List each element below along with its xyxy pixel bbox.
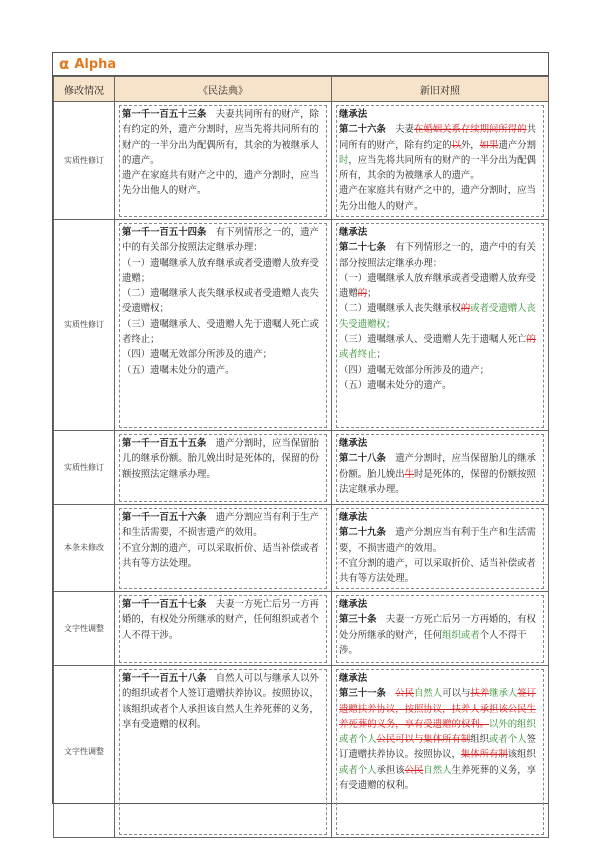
old-article-paragraph [339,612,541,658]
kept-text: （三）遗嘱继承人、受遗赠人先于遗嘱人死亡 [339,334,527,346]
change-type-cell: 文字性调整 [54,666,115,838]
article-item: （二）遗嘱继承人丧失继承权或者受遗赠人丧失受遗赠权； [122,288,319,315]
old-article-number: 第三十一条 [339,688,386,700]
table-row [54,220,549,431]
old-article-paragraph-2: 不宜分割的遗产，可以采取折价、适当补偿或者共有等方法处理。 [339,557,536,585]
comparison-content [336,223,544,428]
change-type-cell: 文字性调整 [54,592,115,666]
old-article-paragraph-2: 遗产在家庭共有财产之中的，遗产分割时，应当先分出他人的财产。 [339,185,536,212]
kept-text: ，应当先将共同所有的财产的一半分出为配偶所有，其余的为被继承人的遗产。 [339,154,536,182]
deleted-text: 的 [526,334,536,346]
kept-text: 该组织 [507,749,536,761]
alpha-logo-icon: α [59,55,70,73]
added-text: 自然人 [414,688,443,700]
added-text: 或者受遗赠人丧失受遗赠权； [339,303,536,330]
added-text: 组织或者 [442,629,480,641]
kept-text: 时是死体的，保留的份额按照法定继承办理。 [339,468,536,495]
old-article-text: 有下列情形之一的，遗产中的有关部分按照法定继承办理： [339,242,536,269]
civil-code-cell [115,666,332,838]
kept-text: 签订遗赠扶养协议。按照协议， [339,734,536,761]
civil-code-content [119,595,327,663]
deleted-text: 签订遗赠扶养协议，按照协议，扶养人承担该公民生养死葬的义务，享有受遗赠的权利。 [339,688,536,730]
civil-code-content [119,508,327,589]
kept-text: 个人不得干涉。 [339,629,527,656]
civil-code-content [119,434,327,502]
article-number: 第一千一百五十三条 [122,109,207,120]
added-text: 以外的组织或者个人 [339,718,536,746]
article-paragraph-2: 不宜分割的遗产，可以采取折价、适当补偿或者共有等方法处理。 [122,542,319,569]
article-number: 第一千一百五十四条 [122,227,207,238]
comparison-content [336,105,544,217]
comparison-cell [332,666,549,838]
added-text: 或者个人 [339,764,377,776]
civil-code-paragraph [122,436,324,482]
old-article-item [339,378,541,393]
old-article-paragraph [339,122,541,183]
kept-text: 遗产分割 [498,139,536,151]
comparison-content [336,434,544,502]
comparison-table [53,76,549,838]
civil-code-paragraph [122,225,324,256]
header-comparison: 新旧对照 [332,77,549,102]
deleted-text: 以 [451,139,461,151]
old-law-title: 继承法 [339,227,368,238]
kept-text: 遗产分割应当有利于生产和生活需要，不损害遗产的效用。 [339,527,536,554]
civil-code-paragraph [122,510,324,541]
civil-code-cell [115,505,332,592]
old-article-item [339,363,541,378]
civil-code-paragraph [122,671,324,732]
change-type-cell: 实质性修订 [54,220,115,431]
kept-text: 夫妻一方死亡后另一方再婚的，有权处分所继承的财产，任何 [339,614,536,641]
deleted-text: 生 [404,468,415,480]
comparison-content [336,669,544,835]
old-article-number: 第二十八条 [339,453,386,465]
article-text: 夫妻共同所有的财产，除有约定的外，遗产分割时，应当先将共同所有的财产的一半分出为配偶所有，其余的为被继承人的遗产。 [122,109,319,166]
article-text: 有下列情形之一的，遗产中的有关部分按照法定继承办理： [122,227,319,254]
kept-text: 承担该 [376,764,405,776]
civil-code-content [119,105,327,217]
kept-text: 可以与 [442,688,471,700]
table-row [54,592,549,666]
deleted-text: 的 [460,303,471,315]
article-text: 遗产分割时，应当保留胎儿的继承份额。胎儿娩出时是死体的，保留的份额按照法定继承办理。 [122,438,319,480]
civil-code-cell [115,102,332,220]
added-text: 继承人 [489,688,518,700]
kept-text: 共同所有的财产，除有约定的 [339,124,536,151]
added-text: 或者终止 [339,349,377,361]
deleted-text: 公民 [404,764,424,776]
comparison-cell [332,505,549,592]
old-article-number: 第二十七条 [339,242,386,254]
civil-code-cell [115,592,332,666]
article-number: 第一千一百五十八条 [122,673,207,684]
comparison-document [52,52,549,804]
article-number: 第一千一百五十六条 [122,512,207,523]
article-text: 遗产分割应当有利于生产和生活需要，不损害遗产的效用。 [122,512,319,539]
old-law-title: 继承法 [339,512,368,523]
kept-text: ； [367,288,377,300]
old-article-number: 第二十九条 [339,527,386,539]
old-law-title: 继承法 [339,109,368,120]
kept-text: 外， [460,139,480,151]
comparison-cell [332,102,549,220]
old-article-paragraph [339,525,541,556]
added-text: 时 [339,154,349,166]
old-article-number: 第三十条 [339,614,377,626]
article-number: 第一千一百五十五条 [122,438,207,449]
header-change-type: 修改情况 [54,77,115,102]
change-type-cell: 本条未修改 [54,505,115,592]
old-article-item [339,301,541,332]
table-row [54,666,549,838]
old-article-paragraph [339,240,541,271]
kept-text: 组织 [470,734,490,746]
comparison-content [336,508,544,589]
kept-text: 生养死葬的义务，享有受遗赠的权利。 [339,764,536,792]
comparison-cell [332,431,549,505]
kept-text: （二）遗嘱继承人丧失继承权 [339,303,461,315]
civil-code-content [119,669,327,835]
old-article-item [339,271,541,302]
deleted-text: 如果 [479,139,499,151]
civil-code-cell [115,431,332,505]
civil-code-paragraph [122,107,324,168]
deleted-text: 的 [357,288,368,300]
deleted-text: 扶养 [470,688,490,700]
old-article-paragraph [339,451,541,497]
change-type-cell: 实质性修订 [54,102,115,220]
header-civil-code: 《民法典》 [115,77,332,102]
civil-code-paragraph [122,597,324,643]
article-item: （五）遗嘱未处分的遗产。 [122,364,235,376]
article-paragraph-2: 遗产在家庭共有财产之中的，遗产分割时，应当先分出他人的财产。 [122,170,319,197]
deleted-text: 集体所有制 [460,749,508,761]
table-row [54,431,549,505]
kept-text: ； [376,349,386,361]
table-header-row [54,77,549,102]
kept-text: （一）遗嘱继承人放弃继承或者受遗赠人放弃受遗赠 [339,272,536,300]
article-text: 夫妻一方死亡后另一方再婚的，有权处分所继承的财产，任何组织或者个人不得干涉。 [122,599,319,641]
old-article-paragraph [339,686,541,793]
brand-name: Alpha [74,56,117,72]
table-row [54,102,549,220]
article-text: 自然人可以与继承人以外的组织或者个人签订遗赠扶养协议。按照协议，该组织或者个人承担该自然人生养死葬的义务，享有受遗赠的权利。 [122,673,319,730]
old-law-title: 继承法 [339,673,368,684]
article-number: 第一千一百五十七条 [122,599,207,610]
kept-text: （四）遗嘱无效部分所涉及的遗产； [339,364,490,376]
deleted-text: 在婚姻关系存续期间所得的 [414,124,527,136]
article-item: （一）遗嘱继承人放弃继承或者受遗赠人放弃受遗赠； [122,257,319,284]
article-item: （三）遗嘱继承人、受遗赠人先于遗嘱人死亡或者终止； [122,318,319,346]
kept-text: （五）遗嘱未处分的遗产。 [339,379,452,391]
old-article-number: 第二十六条 [339,124,386,136]
table-row [54,505,549,592]
kept-text: 遗产分割时，应当保留胎儿的继承份额。胎儿娩出 [339,453,536,480]
comparison-cell [332,592,549,666]
comparison-content [336,595,544,663]
brand-header [53,53,548,76]
added-text: 自然人 [423,764,452,776]
comparison-cell [332,220,549,431]
deleted-text: 公民 [395,688,415,700]
old-law-title: 继承法 [339,438,368,449]
old-article-item [339,332,541,363]
added-text: 或者个人 [489,734,527,746]
kept-text: 夫妻 [395,124,415,136]
article-item: （四）遗嘱无效部分所涉及的遗产； [122,349,273,361]
civil-code-cell [115,220,332,431]
old-law-title: 继承法 [339,599,368,610]
civil-code-content [119,223,327,428]
deleted-text: 公民可以与集体所有制 [376,734,471,746]
change-type-cell: 实质性修订 [54,431,115,505]
